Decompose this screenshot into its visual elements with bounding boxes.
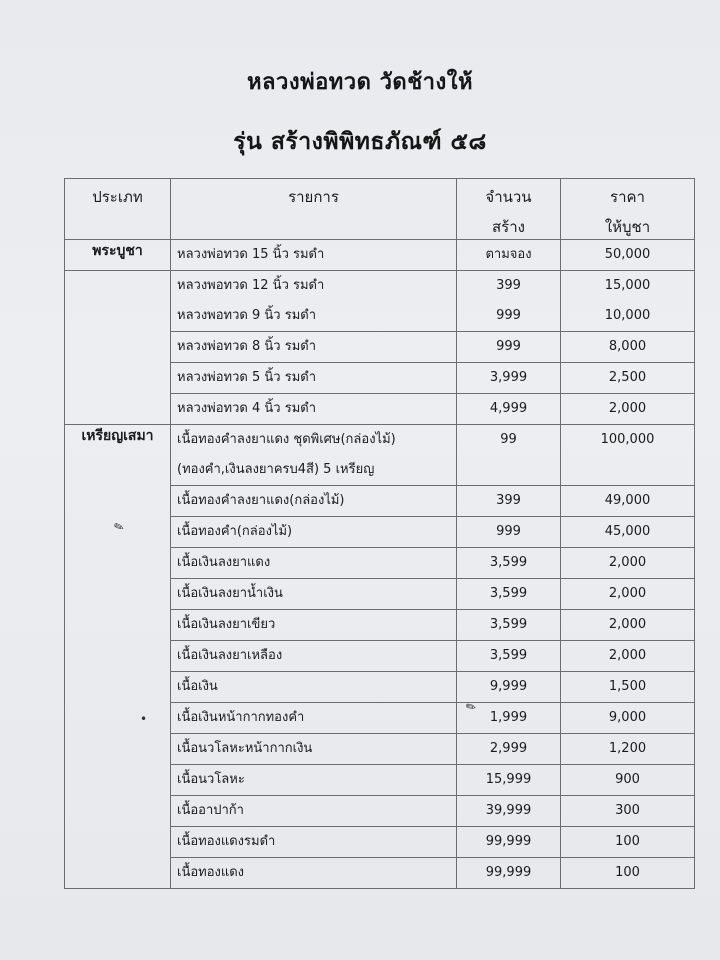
price-cell: 8,000 xyxy=(561,332,695,363)
price-cell: 9,000 xyxy=(561,703,695,734)
header-category: ประเภท xyxy=(65,179,171,240)
price-cell: 900 xyxy=(561,765,695,796)
item-line: (ทองคำ,เงินลงยาครบ4สี) 5 เหรียญ xyxy=(177,462,375,477)
item-cell xyxy=(171,425,457,486)
quantity-cell: 399 xyxy=(457,486,561,517)
item-cell: เนื้อทองแดงรมดำ xyxy=(171,827,457,858)
price-cell xyxy=(561,271,695,332)
quantity-cell: 4,999 xyxy=(457,394,561,425)
quantity-cell: 3,599 xyxy=(457,548,561,579)
header-price-line2: ให้บูชา xyxy=(604,218,651,236)
item-line: หลวงพอทวด 9 นิ้ว รมดำ xyxy=(177,308,317,323)
item-cell: เนื้อเงินลงยาเหลือง xyxy=(171,641,457,672)
item-line: หลวงพอทวด 12 นิ้ว รมดำ xyxy=(177,278,325,293)
quantity-cell: 9,999 xyxy=(457,672,561,703)
price-cell: 2,500 xyxy=(561,363,695,394)
item-cell: หลวงพ่อทวด 4 นิ้ว รมดำ xyxy=(171,394,457,425)
item-cell: เนื้อเงินลงยาน้ำเงิน xyxy=(171,579,457,610)
item-cell: เนื้อนวโลหะหน้ากากเงิน xyxy=(171,734,457,765)
item-cell: หลวงพ่อทวด 5 นิ้ว รมดำ xyxy=(171,363,457,394)
price-cell: 1,200 xyxy=(561,734,695,765)
item-cell: หลวงพ่อทวด 15 นิ้ว รมดำ xyxy=(171,240,457,271)
quantity-cell: 2,999 xyxy=(457,734,561,765)
quantity-cell: 3,599 xyxy=(457,641,561,672)
quantity-cell: 99,999 xyxy=(457,858,561,889)
item-cell: เนื้อทองแดง xyxy=(171,858,457,889)
item-cell: เนื้ออาปาก้า xyxy=(171,796,457,827)
quantity-line: 399 xyxy=(496,278,521,293)
price-cell: 50,000 xyxy=(561,240,695,271)
category-cell xyxy=(65,271,171,425)
pen-mark: ✎ xyxy=(111,518,127,536)
header-price-line1: ราคา xyxy=(610,188,645,206)
price-cell: 300 xyxy=(561,796,695,827)
price-cell: 49,000 xyxy=(561,486,695,517)
page-title: หลวงพ่อทวด วัดช้างให้ xyxy=(246,70,473,95)
price-cell: 2,000 xyxy=(561,579,695,610)
item-cell xyxy=(171,271,457,332)
table-row xyxy=(65,425,695,486)
header-item: รายการ xyxy=(171,179,457,240)
header-price xyxy=(561,179,695,240)
quantity-cell: 1,999 xyxy=(457,703,561,734)
item-line: เนื้อทองคำลงยาแดง ชุดพิเศษ(กล่องไม้) xyxy=(177,432,396,447)
quantity-cell: 3,599 xyxy=(457,610,561,641)
price-cell: 2,000 xyxy=(561,641,695,672)
price-cell: 100 xyxy=(561,827,695,858)
quantity-cell: 3,599 xyxy=(457,579,561,610)
category-cell: พระบูชา xyxy=(65,240,171,271)
price-cell: 45,000 xyxy=(561,517,695,548)
price-cell: 100 xyxy=(561,858,695,889)
item-cell: เนื้อเงินลงยาแดง xyxy=(171,548,457,579)
price-line: 10,000 xyxy=(604,308,651,323)
price-cell: 1,500 xyxy=(561,672,695,703)
item-cell: เนื้อนวโลหะ xyxy=(171,765,457,796)
header-quantity-line2: สร้าง xyxy=(492,218,525,236)
quantity-cell: 999 xyxy=(457,332,561,363)
category-cell: เหรียญเสมา xyxy=(65,425,171,889)
price-cell: 2,000 xyxy=(561,394,695,425)
price-line: 15,000 xyxy=(604,278,651,293)
item-cell: เนื้อทองคำ(กล่องไม้) xyxy=(171,517,457,548)
item-cell: เนื้อเงินหน้ากากทองคำ xyxy=(171,703,457,734)
price-cell: 2,000 xyxy=(561,610,695,641)
quantity-cell: 99,999 xyxy=(457,827,561,858)
quantity-cell: 15,999 xyxy=(457,765,561,796)
quantity-cell: 999 xyxy=(457,517,561,548)
item-cell: เนื้อเงิน xyxy=(171,672,457,703)
pen-mark: ✎ xyxy=(463,698,479,716)
quantity-line: 999 xyxy=(496,308,521,323)
quantity-cell: 39,999 xyxy=(457,796,561,827)
table-row xyxy=(65,271,695,332)
price-cell: 100,000 xyxy=(561,425,695,486)
item-cell: เนื้อทองคำลงยาแดง(กล่องไม้) xyxy=(171,486,457,517)
item-cell: หลวงพ่อทวด 8 นิ้ว รมดำ xyxy=(171,332,457,363)
quantity-cell: 3,999 xyxy=(457,363,561,394)
price-cell: 2,000 xyxy=(561,548,695,579)
price-table xyxy=(64,178,695,889)
quantity-cell: ตามจอง xyxy=(457,240,561,271)
header-quantity-line1: จำนวน xyxy=(485,188,532,206)
quantity-cell: 99 xyxy=(457,425,561,486)
table-header-row xyxy=(65,179,695,240)
quantity-cell xyxy=(457,271,561,332)
table-row xyxy=(65,240,695,271)
pen-mark: • xyxy=(140,712,148,726)
header-quantity xyxy=(457,179,561,240)
item-cell: เนื้อเงินลงยาเขียว xyxy=(171,610,457,641)
page-subtitle: รุ่น สร้างพิพิทธภัณฑ์ ๕๘ xyxy=(233,129,487,155)
